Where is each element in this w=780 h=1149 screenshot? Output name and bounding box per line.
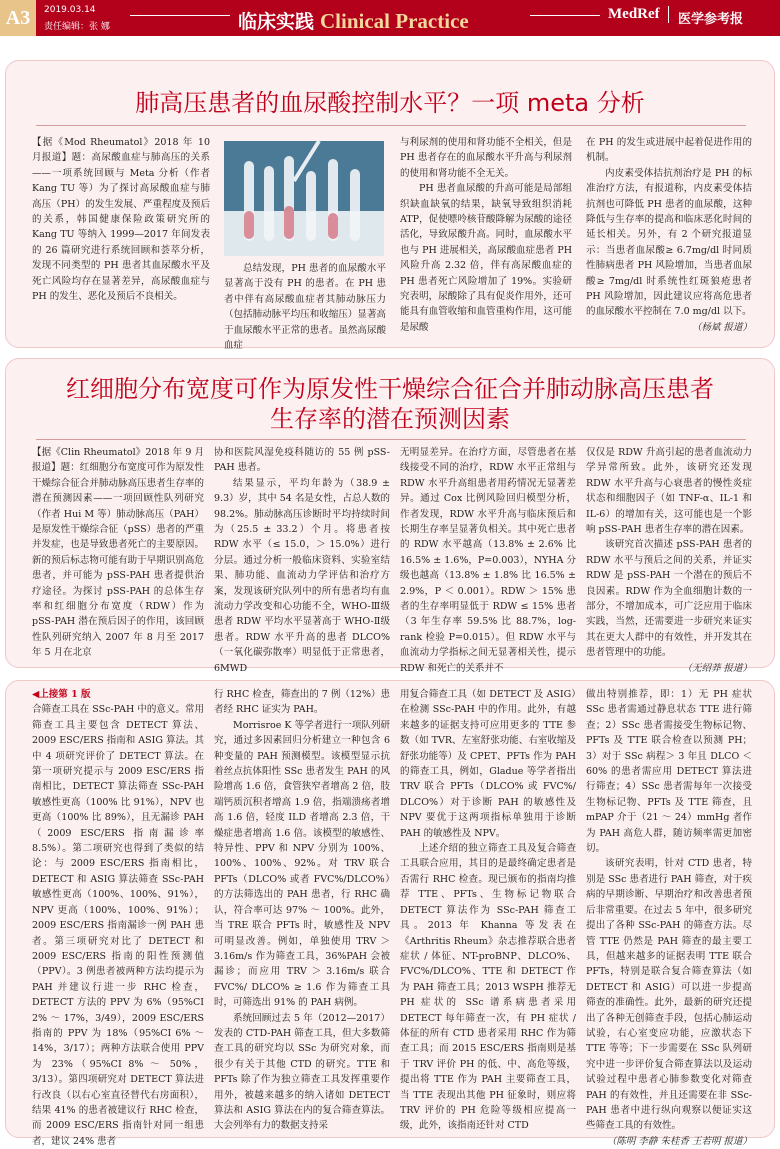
editor-credit: 责任编辑：张 娜 (44, 22, 110, 32)
article-text: PH 患者血尿酸的升高可能是局部组织缺血缺氧的结果，缺氧导致组织消耗 ATP，促使嘌呤核苷酸降解为尿酸的途径活化，导致尿酸升高。同时，血尿酸水平也与 PH 进展相关，高尿酸血症患者 PH 风险升高 2.32 倍，伴有高尿酸血症的 PH 患者死亡风险增加了 19%。实验研究表明，尿酸除了具有促炎作用外，还可能具有血管收缩和血管重构作用，这可能是尿酸 (400, 183, 572, 333)
article-column (214, 445, 390, 674)
article-column (32, 687, 204, 1147)
section-title (238, 7, 528, 34)
article-column (32, 135, 210, 345)
lab-photo (224, 141, 384, 256)
article-column (224, 261, 386, 352)
article-column (586, 135, 752, 345)
article-text: 结果显示，平均年龄为（38.9 ± 9.3）岁，其中 54 名是女性，占总人数的 98.2%。肺动脉高压诊断时平均持续时间为（25.5 ± 33.2）个月。将患者按 RDW 水平（≤ 15.0，＞ 15.0%）进行分层。通过分析一般临床资料、实验室结果、肺功能、血流动力学评估和治疗方案，发现该研究队列中的所有患者均有血流动力学改变和心功能不全，WHO-Ⅲ级患者 RDW 平均水平显著高于 WHO-Ⅱ级患者。RDW 水平升高的患者 DLCO%（一氧化碳弥散率）明显低于正常患者，6MWD (214, 477, 390, 674)
section-title-cn: 临床实践 (238, 11, 315, 33)
brand-logo: MedRef (608, 6, 669, 23)
article-column (400, 687, 576, 1133)
article-text: Morrisroe K 等学者进行一项队列研究，通过多因素回归分析建立一种包含 6 种变量的 PAH 预测模型。该模型显示抗着丝点抗体阳性 SSc 患者发生 PAH 的风险增高 1.6 倍，食管狭窄者增高 2 倍，肢端钙质沉积者增高 1.9 倍，指端溃疡者增高 1.6 倍，轻度 ILD 者增高 2.3 倍，干燥症患者增高 1.6 倍。该模型的敏感性、特异性、PPV 和 NPV 分别为 100%、100%、100%、92%。对 TRV 联合 PFTs（DLCO% 或者 FVC%/DLCO%）的方法筛选出的 PAH 患者，行 RHC 确认，符合率可达 97% ～ 100%。此外，当 TRE 联合 PFTs 时，敏感性及 NPV 可明显改善。例如，单独使用 TRV ＞ 3.16m/s 作为筛查工具，36%PAH 会被漏诊；而应用 TRV ＞ 3.16m/s 联合 FVC%/ DLCO% ≥ 1.6 作为筛查工具时，可筛选出 91% 的 PAH 病例。 (214, 719, 390, 1009)
byline: （杨斌 报道） (691, 321, 752, 333)
article-text: 【据《Mod Rheumatol》2018 年 10 月报道】题：高尿酸血症与肺高压的关系——一项系统回顾与 Meta 分析（作者 Kang TU 等）为了探讨高尿酸血症与肺高压（PH）的发生发展、严重程度及预后的关系，韩国健康保险政策研究所的 Kang TU 等纳入 1999—2017 年间发表的 26 篇研究进行系统回顾和荟萃分析，发现不同类型的 PH 患者其血尿酸水平及死亡风险均存在显著差异，高尿酸血症与 PH 的发生、恶化及预后不良相关。 (32, 137, 210, 303)
continued-marker: ◀上接第 1 版 (32, 689, 91, 700)
issue-date: 2019.03.14 (44, 5, 96, 15)
article-text: 行 RHC 检查，筛查出的 7 例（12%）患者经 RHC 证实为 PAH。 (214, 689, 390, 716)
byline: （无绍莽 报道） (682, 662, 752, 674)
article-text: 合筛查工具在 SSc-PAH 中的意义。常用筛查工具主要包含 DETECT 算法、2009 ESC/ERS 指南和 ASIG 算法。其中 4 项研究评价了 DETECT 算法。在第一项研究提示与 2009 ESC/ERS 指南相比，DETECT 算法筛查 SSc-PAH 敏感性更高（100% 比 91%），NPV 也更高（100% 比 89%），且无漏诊 PAH（2009 ESC/ERS 指南漏诊率 8.5%）。第二项研究也得到了类似的结论：与 2009 ESC/ERS 指南相比，DETECT 和 ASIG 算法筛查 SSc-PAH 敏感性更高（100%、100%、91%），NPV 更高（100%、100%、91%）；2009 ESC/ERS 指南漏诊一例 PAH 患者。第三项研究对比了 DETECT 和 2009 ESC/ERS 指南的阳性预测值（PPV）。3 例患者被两种方法均提示为 PAH 并建议行进一步 RHC 检查，DETECT 方法的 PPV 为 6%（95%CI 2% ～ 17%，3/49），2009 ESC/ERS 指南的 PPV 为 18%（95%CI 6% ～ 14%，3/17）；两种方法联合使用 PPV 为 23%（95%CI 8% ～ 50%，3/13）。第四项研究对 DETECT 算法进行改良（以右心室直径替代右房面积），结果 41% 的患者被建议行 RHC 检查，而 2009 ESC/ERS 指南针对同一组患者，建议 24% 患者 (32, 704, 204, 1147)
article-rdw (5, 358, 775, 674)
article-title-line1: 红细胞分布宽度可作为原发性干燥综合征合并肺动脉高压患者 (66, 375, 714, 403)
article-column (586, 445, 752, 674)
article-text: 该研究首次描述 pSS-PAH 患者的 RDW 水平与预后之间的关系，并证实 RDW 是 pSS-PAH 一个潜在的预后不良因素。RDW 作为全血细胞计数的一部分，不增加成本，可广泛应用于临床实践，当然，还需要进一步研究来证实其在更大人群中的有效性，并开发其在患者管理中的功能。 (586, 539, 752, 659)
section-title-en: Clinical Practice (320, 9, 469, 33)
article-ssc-pah-continued (5, 680, 775, 1147)
article-column (586, 687, 752, 1147)
header-divider (530, 15, 600, 16)
byline: （陈明 李静 朱桂香 王若明 报道） (606, 1135, 752, 1147)
title-rule (36, 125, 746, 126)
article-uric-acid (5, 60, 775, 352)
article-column (400, 445, 576, 674)
article-text: 总结发现，PH 患者的血尿酸水平显著高于没有 PH 的患者。在 PH 患者中伴有高尿酸血症者其肺动脉压力（包括肺动脉平均压和收缩压）显著高于血尿酸水平正常的患者。虽然高尿酸血症 (224, 263, 386, 352)
article-text: 无明显差异。在治疗方面，尽管患者在基线接受不同的治疗，RDW 水平正常组与 RDW 水平升高组患者用药情况无显著差异。通过 Cox 比例风险回归模型分析，作者发现，RDW 水平升高与临床预后和长期生存率呈显著负相关。其中死亡患者的 RDW 水平越高（13.8% ± 2.6% 比 16.5% ± 1.6%，P=0.003），NYHA 分级也越高（13.8% ± 1.8% 比 16.5% ± 2.9%，P ＜ 0.001）。RDW ＞ 15% 患者的生存率明显低于 RDW ≤ 15% 患者（3 年生存率 59.5% 比 88.7%，log-rank 检验 P=0.015）。但 RDW 水平与血流动力学指标之间无显著相关性，提示 RDW 和死亡的关系并不 (400, 447, 576, 674)
article-text: 在 PH 的发生或进展中起着促进作用的机制。 (586, 137, 752, 164)
article-text: 上述介绍的独立筛查工具及复合筛查工具联合应用，其目的是最终确定患者是否需行 RHC 检查。现已颁布的指南均推荐 TTE、PFTs、生物标记物联合 DETECT 算法作为 SSc-PAH 筛查工具。2013 年 Khanna 等发表在《Arthritis Rheum》杂志推荐联合患者症状 / 体征、NT-proBNP、DLCO%、FVC%/DLCO%、TTE 和 DETECT 作为 PAH 筛查工具；2013 WSPH 推荐无 PH 症状的 SSc 谱系病患者采用 DETECT 每年筛查一次，有 PH 症状 / 体征的所有 CTD 患者采用 RHC 作为筛查工具；而 2015 ESC/ERS 指南则是基于 TRV 评价 PH 的低、中、高危等级，提出将 TTE 作为 PAH 主要筛查工具，当 TTE 表现出其他 PH 征象时，则应将 TRV 评价的 PH 危险等级相应提高一级，此外，该指南还针对 CTD (400, 843, 576, 1132)
article-title: 肺高压患者的血尿酸控制水平？一项 meta 分析 (135, 89, 645, 117)
page-number: A3 (0, 0, 36, 36)
article-text: 做出特别推荐，即：1）无 PH 症状 SSc 患者需通过静息状态 TTE 进行筛查；2）SSc 患者需接受生物标记物、PFTs 及 TTE 联合检查以预测 PH；3）对于 SSc 病程＞ 3 年且 DLCO ＜ 60% 的患者需应用 DETECT 算法进行筛查；4）SSc 患者需每年一次接受生物标记物、PFTs 及 TTE 筛查，且 mPAP 介于（21 ～ 24）mmHg 者作为 PAH 高危人群，随访频率需更加密切。 (586, 689, 752, 855)
article-text: 仅仅是 RDW 升高引起的患者血流动力学异常所致。此外，该研究还发现 RDW 水平升高与心衰患者的慢性炎症状态和细胞因子（如 TNF-α、IL-1 和 IL-6）的增加有关，这可能也是一个影响 pSS-PAH 患者生存率的潜在因素。 (586, 447, 752, 536)
article-text: 内皮素受体拮抗剂治疗是 PH 的标准治疗方法，有报道称，内皮素受体拮抗剂也可降低 PH 患者的血尿酸，这种降低与生存率的提高和临床恶化时间的延长相关。另外，有 2 个研究报道显示：当患者血尿酸≥ 6.7mg/dl 时同质性肺病患者 PH 风险增加，当患者血尿酸≥ 7mg/dl 时系统性红斑狼疮患者 PH 风险增加，因此建议应将高危患者的血尿酸水平控制在 7.0 mg/dl 以下。 (586, 167, 752, 318)
lab-test-tubes-image (224, 141, 384, 256)
article-text: 协和医院风湿免疫科随访的 55 例 pSS-PAH 患者。 (214, 447, 390, 474)
masthead (0, 0, 780, 36)
title-rule (36, 439, 746, 440)
article-column (32, 445, 204, 663)
paper-name: 医学参考报 (678, 12, 744, 27)
article-title-line2: 生存率的潜在预测因素 (270, 405, 510, 433)
article-text: 与利尿剂的使用和肾功能不全相关，但是 PH 患者存在的血尿酸水平升高与利尿剂的使用和肾功能不全无关。 (400, 137, 572, 179)
header-divider (130, 15, 230, 16)
article-text: 该研究表明，针对 CTD 患者，特别是 SSc 患者进行 PAH 筛查，对于疾病的早期诊断、早期治疗和改善患者预后非常重要。在过去 5 年中，很多研究提出了各种 SSc-PAH 的筛查方法。尽管 TTE 仍然是 PAH 筛查的最主要工具，但越来越多的证据表明 TTE 联合 PFTs，特别是联合复合筛查算法（如 DETECT 和 ASIG）可以进一步提高筛查的准确性。此外，最新的研究还提出了各种无创筛查手段，包括心肺运动试验，右心室变应功能，应激状态下 TTE 等等；下一步需要在 SSc 队列研究中进一步评价复合筛查算法以及运动试验过程中患者心肺参数变化对筛查 PAH 的有效性，并且还需要在非 SSc-PAH 患者中进行纵向观察以便证实这些筛查工具的有效性。 (586, 858, 752, 1132)
article-text: 用复合筛查工具（如 DETECT 及 ASIG）在检测 SSc-PAH 中的作用。此外，有越来越多的证据支持可应用更多的 TTE 参数（如 TVR、左室舒张功能、右室收缩及舒张功能等）及 CPET、PFTs 作为 PAH 的筛查工具，例如，Gladue 等学者指出 TRV 联合 PFTs（DLCO% 或 FVC%/ DLCO%）对于诊断 PAH 的敏感性及 NPV 要优于这两项指标单独用于诊断 PAH 的敏感性及 NPV。 (400, 689, 576, 839)
article-text: 【据《Clin Rheumatol》2018 年 9 月报道】题：红细胞分布宽度可作为原发性干燥综合征合并肺动脉高压患者生存率的潜在预测因素——一项回顾性队列研究（作者 Hui M 等）肺动脉高压（PAH）是原发性干燥综合征（pSS）患者的严重并发症，也是导致患者死亡的主要原因。新的预后标志物可能有助于早期识别高危患者，并可能为 pSS-PAH 患者提供治疗途径。为探讨 pSS-PAH 的总体生存率和红细胞分布宽度（RDW）作为 pSS-PAH 潜在预后因子的作用，该回顾性队列研究纳入 2007 年 8 月至 2017 年 5 月在北京 (32, 447, 204, 659)
article-column (214, 687, 390, 1133)
article-text: 系统回顾过去 5 年（2012—2017）发表的 CTD-PAH 筛查工具，但大多数筛查工具的研究均以 SSc 为研究对象，而很少有关于其他 CTD 的研究。TTE 和 PFTs 除了作为独立筛查工具发挥重要作用外，被越来越多的纳入诸如 DETECT 算法和 ASIG 算法在内的复合筛查算法。大会列举有力的数据支持采 (214, 1012, 390, 1132)
article-column (400, 135, 572, 345)
